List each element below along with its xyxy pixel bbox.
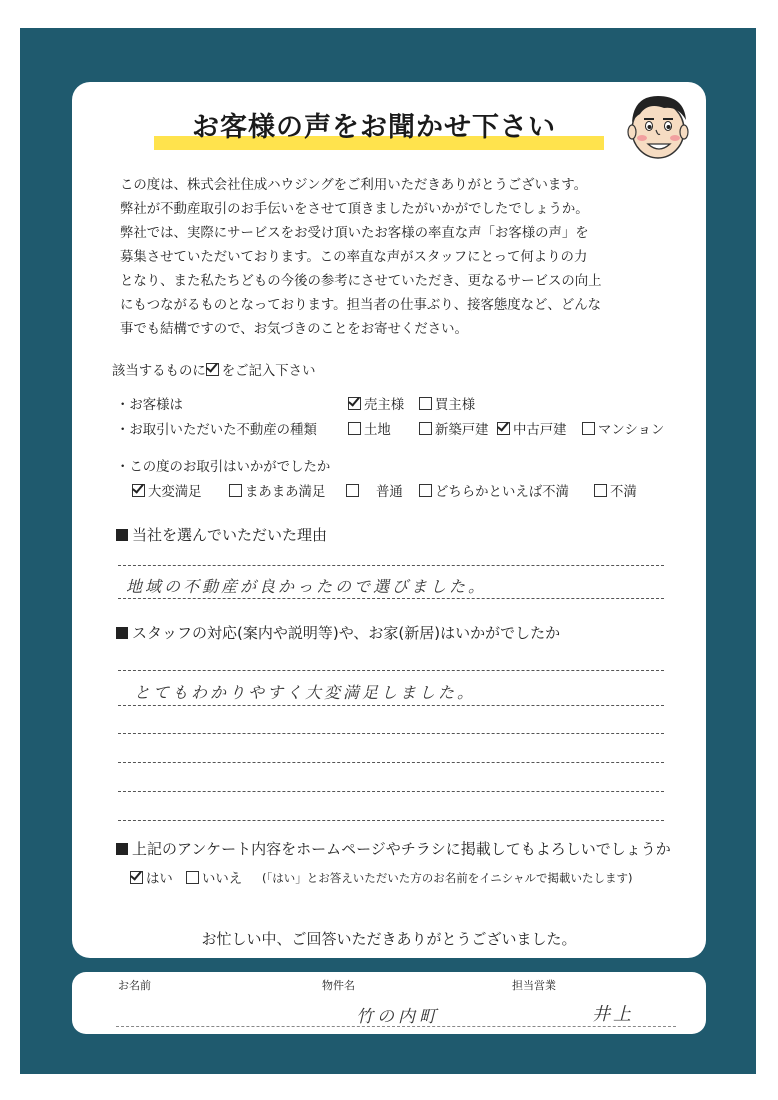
- instruction: [112, 360, 315, 379]
- square-bullet-icon: [116, 627, 128, 639]
- intro-line: 募集させていただいております。この率直な声がスタッフにとって何よりの力: [120, 250, 588, 265]
- option-somewhat-dissatisfied[interactable]: どちらかといえば不満: [419, 481, 569, 500]
- option-no[interactable]: いいえ: [186, 868, 242, 887]
- footer-line: [116, 1026, 676, 1027]
- square-bullet-icon: [116, 529, 128, 541]
- checkbox-dissatisfied[interactable]: [594, 484, 607, 497]
- intro-line: 弊社では、実際にサービスをお受け頂いたお客様の率直な声「お客様の声」を: [120, 226, 589, 241]
- checkbox-seller[interactable]: [348, 397, 361, 410]
- checkbox-new-house[interactable]: [419, 422, 432, 435]
- name-label: お名前: [118, 979, 151, 992]
- property-label: 物件名: [322, 979, 355, 992]
- checkbox-mansion[interactable]: [582, 422, 595, 435]
- option-fairly-satisfied[interactable]: まあまあ満足: [229, 481, 325, 500]
- answer-line: [118, 791, 664, 792]
- staff-answer[interactable]: とてもわかりやすく大変満足しました。: [134, 683, 477, 702]
- title-block: [144, 110, 604, 154]
- answer-line: [118, 565, 664, 566]
- answer-line: [118, 598, 664, 599]
- intro-text: [120, 174, 680, 342]
- option-dissatisfied[interactable]: 不満: [594, 481, 637, 500]
- closing-message: お忙しい中、ご回答いただきありがとうございました。: [201, 930, 577, 948]
- reason-heading: 当社を選んでいただいた理由: [116, 524, 327, 545]
- option-neutral[interactable]: 普通: [346, 481, 403, 500]
- property-value[interactable]: 竹の内町: [356, 1007, 440, 1027]
- intro-line: にもつながるものとなっております。担当者の仕事ぶり、接客態度など、どんな: [120, 298, 601, 313]
- publish-note: (「はい」とお答えいただいた方のお名前をイニシャルで掲載いたします): [262, 871, 633, 885]
- customer-type-label: ・お客様は: [116, 398, 183, 413]
- checkbox-buyer[interactable]: [419, 397, 432, 410]
- intro-line: この度は、株式会社住成ハウジングをご利用いただきありがとうございます。: [120, 178, 587, 193]
- answer-line: [118, 762, 664, 763]
- option-used-house[interactable]: 中古戸建: [497, 419, 567, 438]
- checkbox-sample-icon: [206, 363, 219, 376]
- option-land[interactable]: 土地: [348, 419, 391, 438]
- checkbox-very-satisfied[interactable]: [132, 484, 145, 497]
- option-mansion[interactable]: マンション: [582, 419, 664, 438]
- instruction-after: をご記入下さい: [221, 364, 316, 379]
- publish-heading: 上記のアンケート内容をホームページやチラシに掲載してもよろしいでしょうか: [116, 838, 671, 859]
- option-yes[interactable]: はい: [130, 868, 173, 887]
- checkbox-neutral[interactable]: [346, 484, 359, 497]
- answer-line: [118, 820, 664, 821]
- intro-line: となり、また私たちどもの今後の参考にさせていただき、更なるサービスの向上: [120, 274, 602, 289]
- checkbox-fairly-satisfied[interactable]: [229, 484, 242, 497]
- answer-line: [118, 733, 664, 734]
- answer-line: [118, 670, 664, 671]
- option-new-house[interactable]: 新築戸建: [419, 419, 489, 438]
- page-title: お客様の声をお聞かせ下さい: [192, 112, 556, 143]
- intro-line: 弊社が不動産取引のお手伝いをさせて頂きましたがいかがでしたでしょうか。: [120, 202, 589, 217]
- option-seller[interactable]: 売主様: [348, 394, 404, 413]
- staff-label: 担当営業: [512, 979, 556, 992]
- checkbox-land[interactable]: [348, 422, 361, 435]
- instruction-before: 該当するものに: [112, 364, 206, 379]
- staff-value[interactable]: 井上: [592, 1004, 634, 1025]
- checkbox-somewhat-dissatisfied[interactable]: [419, 484, 432, 497]
- property-type-label: ・お取引いただいた不動産の種類: [116, 423, 317, 438]
- option-buyer[interactable]: 買主様: [419, 394, 475, 413]
- square-bullet-icon: [116, 843, 128, 855]
- checkbox-yes[interactable]: [130, 871, 143, 884]
- mascot-face-icon: [618, 88, 700, 162]
- staff-heading: スタッフの対応(案内や説明等)や、お家(新居)はいかがでしたか: [116, 622, 560, 643]
- reason-answer[interactable]: 地域の不動産が良かったので選びました。: [126, 577, 488, 596]
- answer-line: [118, 705, 664, 706]
- checkbox-no[interactable]: [186, 871, 199, 884]
- satisfaction-label: ・この度のお取引はいかがでしたか: [116, 460, 331, 475]
- checkbox-used-house[interactable]: [497, 422, 510, 435]
- intro-line: 事でも結構ですので、お気づきのことをお寄せください。: [120, 322, 468, 337]
- option-very-satisfied[interactable]: 大変満足: [132, 481, 202, 500]
